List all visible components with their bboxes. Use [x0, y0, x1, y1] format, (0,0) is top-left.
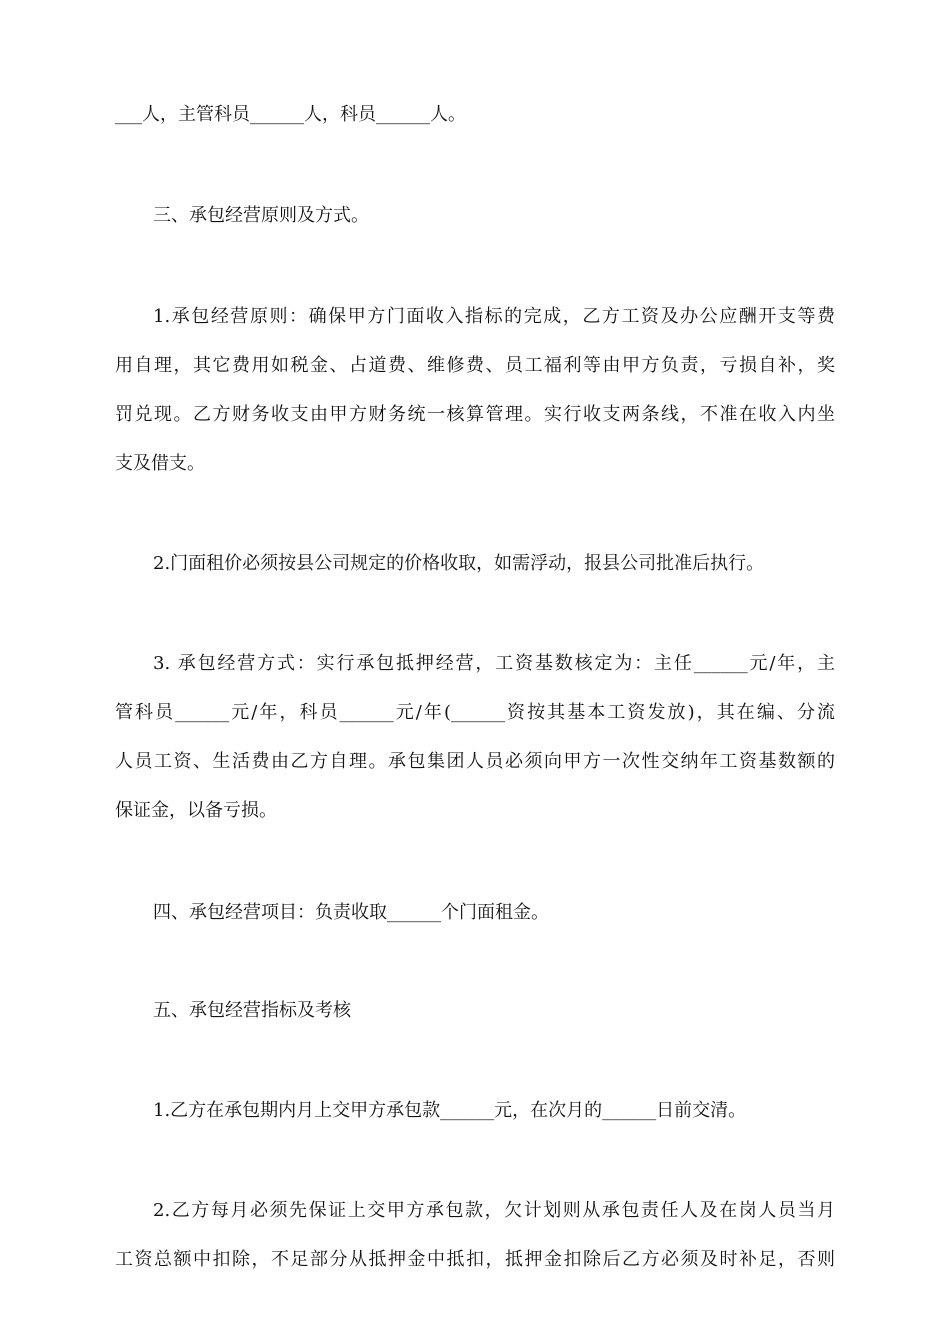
section-heading-4: 四、承包经营项目：负责收取______个门面租金。 — [153, 902, 549, 923]
section-heading-5: 五、承包经营指标及考核 — [153, 1000, 351, 1021]
paragraph-3-3-line-3: 人员工资、生活费由乙方自理。承包集团人员必须向甲方一次性交纳年工资基数额的 — [115, 751, 835, 772]
paragraph-3-3-line-4: 保证金，以备亏损。 — [115, 800, 277, 821]
staffing-line: ___人，主管科员______人，科员______人。 — [115, 104, 466, 125]
paragraph-3-2: 2.门面租价必须按县公司规定的价格收取，如需浮动，报县公司批准后执行。 — [153, 553, 765, 574]
paragraph-3-1-line-1: 1.承包经营原则：确保甲方门面收入指标的完成，乙方工资及办公应酬开支等费 — [153, 306, 835, 327]
paragraph-3-1-line-2: 用自理，其它费用如税金、占道费、维修费、员工福利等由甲方负责，亏损自补，奖 — [115, 355, 835, 376]
paragraph-3-3-line-1: 3. 承包经营方式：实行承包抵押经营，工资基数核定为：主任______元/年，主 — [153, 653, 835, 674]
paragraph-5-2-line-2: 工资总额中扣除，不足部分从抵押金中抵扣，抵押金扣除后乙方必须及时补足，否则 — [115, 1249, 835, 1270]
paragraph-3-3-line-2: 管科员______元/年，科员______元/年(______资按其基本工资发放)，其在编、分流 — [115, 702, 835, 723]
paragraph-3-1-line-4: 支及借支。 — [115, 453, 205, 474]
paragraph-5-2-line-1: 2.乙方每月必须先保证上交甲方承包款，欠计划则从承包责任人及在岗人员当月 — [153, 1200, 835, 1221]
paragraph-3-1-line-3: 罚兑现。乙方财务收支由甲方财务统一核算管理。实行收支两条线，不准在收入内坐 — [115, 404, 835, 425]
section-heading-3: 三、承包经营原则及方式。 — [153, 205, 369, 226]
paragraph-5-1: 1.乙方在承包期内月上交甲方承包款______元，在次月的______日前交清。 — [153, 1100, 747, 1121]
